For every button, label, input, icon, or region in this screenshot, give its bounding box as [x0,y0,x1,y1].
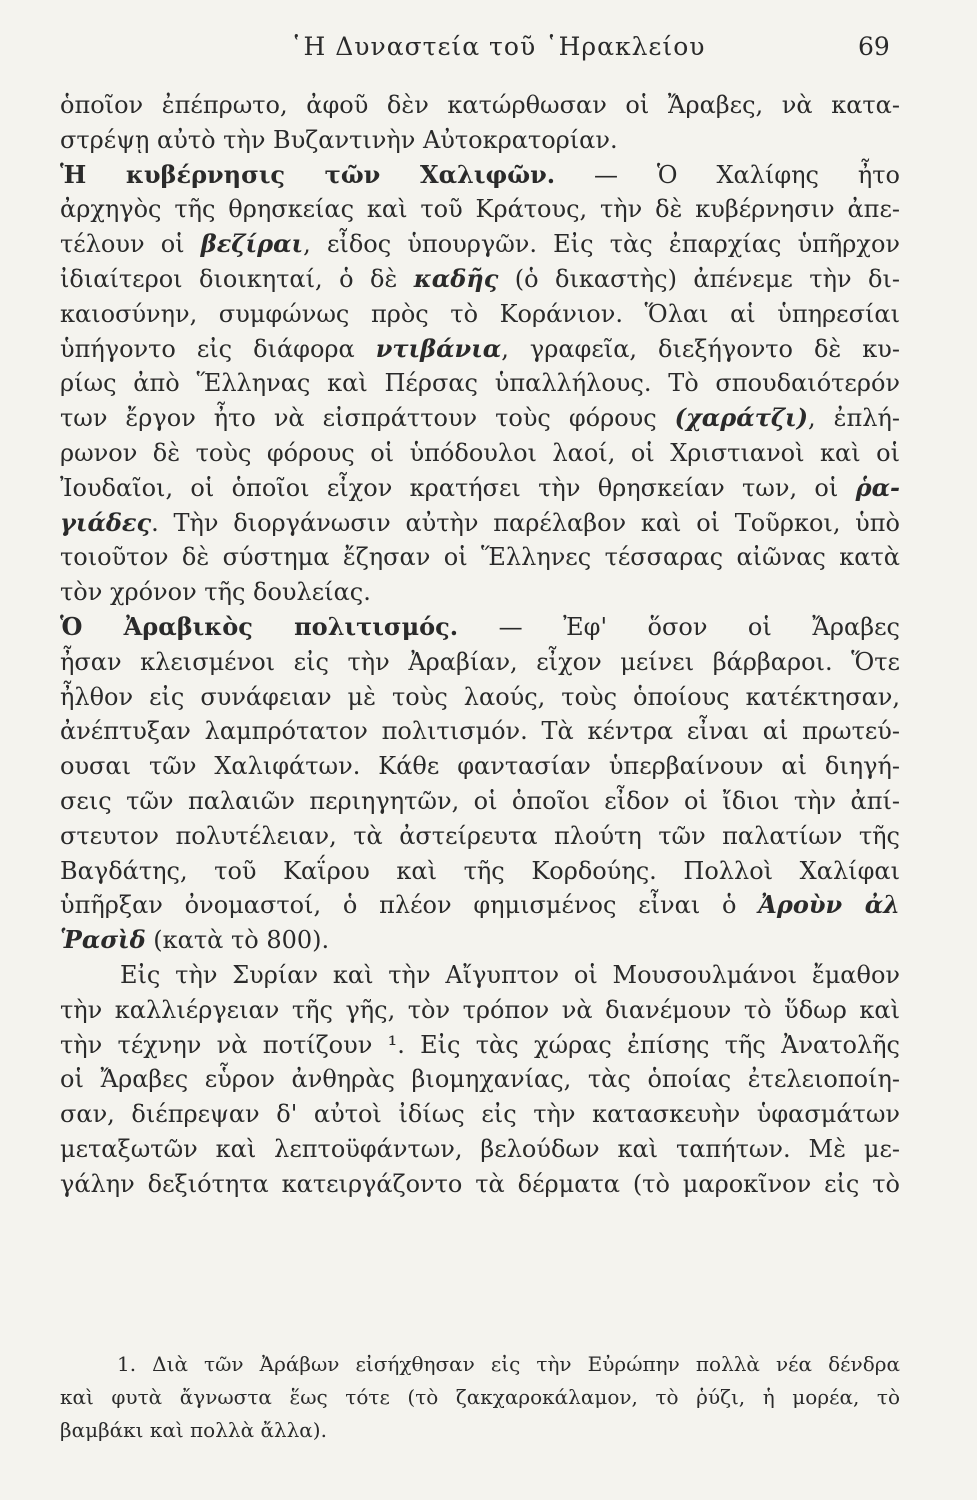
text-line [60,506,900,541]
name-harun-part2: Ῥασὶδ [60,925,146,955]
term-vezirai: βεζίραι [200,229,304,259]
text-line [60,227,900,262]
text-line: Βαγδάτης, τοῦ Καΐρου καὶ τῆς Κορδούης. Πολλοὶ Χαλίφαι [60,856,900,885]
term-ragiades-part2: γιάδες [60,507,152,537]
term-kadis: καδῆς [413,263,499,293]
text-line: ἀνέπτυξαν λαμπρότατον πολιτισμόν. Τὰ κέντρα εἶναι αἱ πρωτεύ- [60,717,900,746]
text-line: τὸν χρόνον τῆς δουλείας. [60,578,371,607]
text-line [60,401,900,436]
text-line: οἱ Ἄραβες εὗρον ἀνθηρὰς βιομηχανίας, τὰς ὁποίας ἐτελειοποίη- [60,1065,900,1094]
page-number: 69 [858,32,890,61]
text-span: , εἶδος ὑπουργῶν. Εἰς τὰς ἐπαρχίας ὑπῆρχον [303,230,900,259]
text-line: τὴν τέχνην νὰ ποτίζουν ¹. Εἰς τὰς χώρας ἐπίσης τῆς Ἀνατολῆς [60,1030,900,1059]
text-span: (κατὰ τὸ 800). [153,926,330,955]
term-ragiades-part1: ῥα- [855,472,900,502]
text-line [60,332,900,367]
text-span: ἰδιαίτεροι διοικηταί, ὁ δὲ [60,264,398,293]
text-line [60,158,900,193]
footnote-line: καὶ φυτὰ ἄγνωστα ἕως τότε (τὸ ζακχαροκάλαμον, τὸ ῥύζι, ἡ μορέα, τὸ [60,1385,900,1409]
text-line: σεις τῶν παλαιῶν περιηγητῶν, οἱ ὁποῖοι εἶδον οἱ ἴδιοι τὴν ἀπί- [60,786,900,815]
text-line [60,923,900,958]
text-line: Εἰς τὴν Συρίαν καὶ τὴν Αἴγυπτον οἱ Μουσουλμάνοι ἔμαθον [120,960,900,989]
footnote-line: 1. Διὰ τῶν Ἀράβων εἰσήχθησαν εἰς τὴν Εὐρώπην πολλὰ νέα δένδρα [117,1352,900,1376]
body-text [60,88,900,1202]
text-span: (ὁ δικαστὴς) ἀπένεμε τὴν δι- [514,264,900,293]
text-span: Ἰουδαῖοι, οἱ ὁποῖοι εἶχον κρατήσει τὴν θρησκείαν των, οἱ [60,473,839,502]
text-line: μεταξωτῶν καὶ λεπτοϋφάντων, βελούδων καὶ ταπήτων. Μὲ με- [60,1134,900,1163]
text-line [60,471,900,506]
text-line: ρωνον δὲ τοὺς φόρους οἱ ὑπόδουλοι λαοί, οἱ Χριστιανοὶ καὶ οἱ [60,438,900,467]
text-span: των ἔργον ἦτο νὰ εἰσπράττουν τοὺς φόρους [60,404,657,433]
text-line [60,262,900,297]
text-span: — Ὁ Χαλίφης ἦτο [594,160,900,189]
text-line [60,888,900,923]
text-span: , γραφεῖα, διεξήγοντο δὲ κυ- [501,334,900,363]
text-line: γάλην δεξιότητα κατειργάζοντο τὰ δέρματα (τὸ μαροκῖνον εἰς τὸ [60,1169,900,1198]
text-span: τέλουν οἱ [60,230,201,259]
text-line: ἀρχηγὸς τῆς θρησκείας καὶ τοῦ Κράτους, τὴν δὲ κυβέρνησιν ἀπε- [60,195,900,224]
text-line: ἦσαν κλεισμένοι εἰς τὴν Ἀραβίαν, εἶχον μείνει βάρβαροι. Ὅτε [60,647,900,676]
text-line: σαν, διέπρεψαν δ' αὐτοὶ ἰδίως εἰς τὴν κατασκευὴν ὑφασμάτων [60,1100,900,1129]
footnote [60,1348,900,1447]
text-line: καιοσύνην, συμφώνως πρὸς τὸ Κοράνιον. Ὅλαι αἱ ὑπηρεσίαι [60,299,900,328]
text-span: ὑπῆρξαν ὀνομαστοί, ὁ πλέον φημισμένος εἶναι ὁ [60,891,737,920]
text-line: ουσαι τῶν Χαλιφάτων. Κάθε φαντασίαν ὑπερβαίνουν αἱ διηγή- [60,752,900,781]
section-heading-government: Ἡ κυβέρνησις τῶν Χαλιφῶν. [60,159,556,189]
text-span: — Ἐφ' ὅσον οἱ Ἄραβες [498,612,900,641]
text-line: ὁποῖον ἐπέπρωτο, ἀφοῦ δὲν κατώρθωσαν οἱ Ἄραβες, νὰ κατα- [60,91,900,119]
term-ntivania: ντιβάνια [375,333,502,363]
text-line [60,610,900,645]
text-line: τὴν καλλιέργειαν τῆς γῆς, τὸν τρόπον νὰ διανέμουν τὸ ὕδωρ καὶ [60,995,900,1024]
text-span: , ἐπλή- [808,404,900,433]
text-line: ἦλθον εἰς συνάφειαν μὲ τοὺς λαούς, τοὺς ὁποίους κατέκτησαν, [60,682,900,711]
text-line: στρέψῃ αὐτὸ τὴν Βυζαντινὴν Αὐτοκρατορίαν. [60,125,618,154]
text-span: . Τὴν διοργάνωσιν αὐτὴν παρέλαβον καὶ οἱ Τοῦρκοι, ὑπὸ [151,508,900,537]
text-line: ρίως ἀπὸ Ἕλληνας καὶ Πέρσας ὑπαλλήλους. Τὸ σπουδαιότερόν [60,369,900,398]
text-span: ὑπήγοντο εἰς διάφορα [60,334,355,363]
name-harun-part1: Ἀροὺν ἀλ [758,890,900,920]
section-heading-civilization: Ὁ Ἀραβικὸς πολιτισμός. [60,611,459,641]
footnote-line: βαμβάκι καὶ πολλὰ ἄλλα). [60,1418,327,1442]
term-charatzi: (χαράτζι) [674,403,809,433]
text-line: τοιοῦτον δὲ σύστημα ἔζησαν οἱ Ἕλληνες τέσσαρας αἰῶνας κατὰ [60,543,900,572]
text-line: στευτον πολυτέλειαν, τὰ ἀστείρευτα πλούτη τῶν παλατίων τῆς [60,821,900,850]
running-title: ῾Η Δυναστεία τοῦ ῾Ηρακλείου [290,32,706,61]
